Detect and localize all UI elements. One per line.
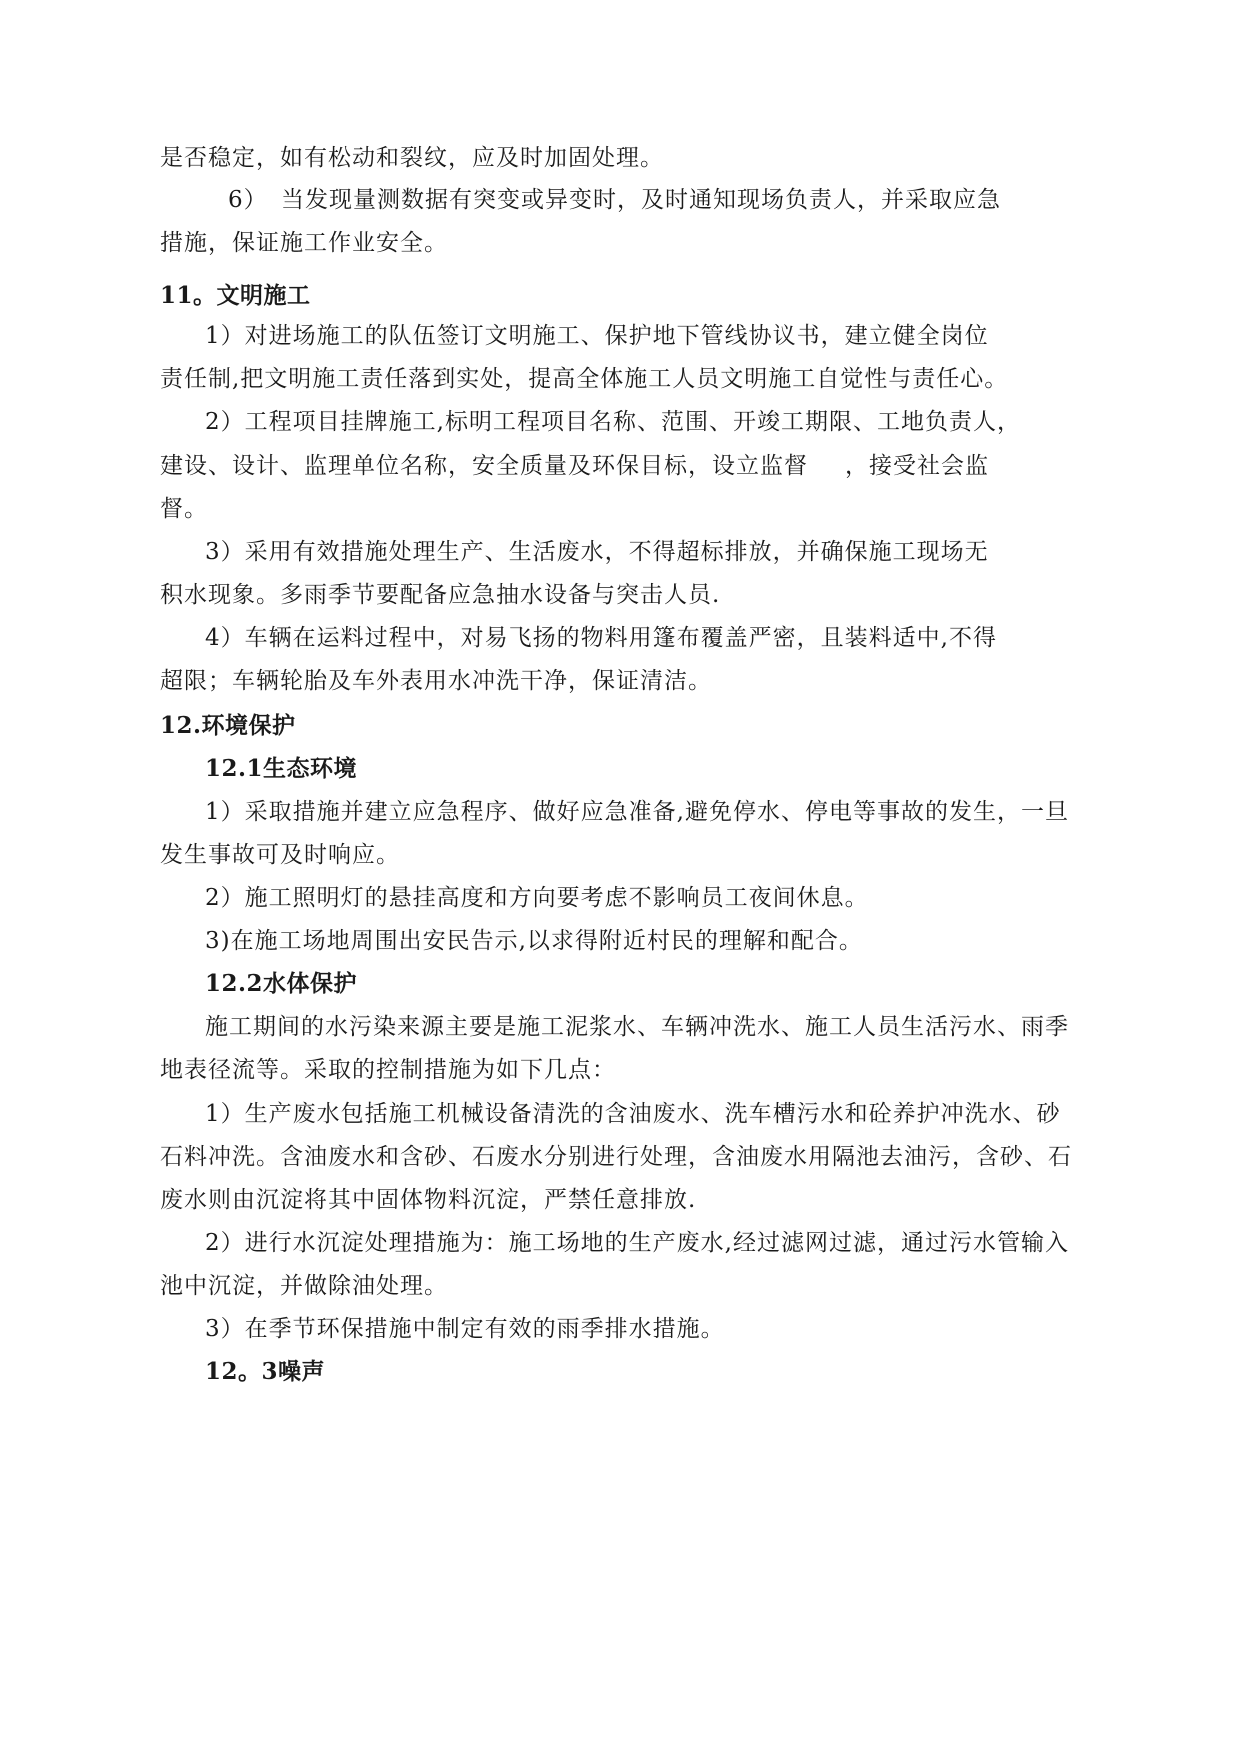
- paragraph-line: 池中沉淀，并做除油处理。: [160, 1273, 448, 1299]
- paragraph-line: 发生事故可及时响应。: [160, 842, 400, 868]
- subsection-heading: 12.2水体保护: [205, 970, 358, 997]
- paragraph-line: 1）对进场施工的队伍签订文明施工、保护地下管线协议书，建立健全岗位: [205, 323, 989, 349]
- section-heading: 12.环境保护: [160, 712, 296, 739]
- paragraph-line: 是否稳定，如有松动和裂纹，应及时加固处理。: [160, 145, 664, 171]
- paragraph-line: 3)在施工场地周围出安民告示,以求得附近村民的理解和配合。: [205, 928, 863, 954]
- paragraph-line: 超限；车辆轮胎及车外表用水冲洗干净，保证清洁。: [160, 668, 712, 694]
- paragraph-line: 4）车辆在运料过程中，对易飞扬的物料用篷布覆盖严密，且装料适中,不得: [205, 625, 997, 651]
- section-heading: 11。文明施工: [160, 282, 311, 309]
- subsection-heading: 12.1生态环境: [205, 755, 358, 782]
- paragraph-line: 施工期间的水污染来源主要是施工泥浆水、车辆冲洗水、施工人员生活污水、雨季: [205, 1014, 1069, 1040]
- paragraph-line: 3）在季节环保措施中制定有效的雨季排水措施。: [205, 1316, 725, 1342]
- paragraph-line: 废水则由沉淀将其中固体物料沉淀，严禁任意排放.: [160, 1187, 697, 1213]
- paragraph-line: 地表径流等。采取的控制措施为如下几点：: [160, 1057, 616, 1083]
- paragraph-line: 当发现量测数据有突变或异变时，及时通知现场负责人，并采取应急: [281, 187, 1001, 213]
- paragraph-line: 2）工程项目挂牌施工,标明工程项目名称、范围、开竣工期限、工地负责人，: [205, 409, 1021, 435]
- paragraph-line: 2）进行水沉淀处理措施为：施工场地的生产废水,经过滤网过滤，通过污水管输入: [205, 1230, 1069, 1256]
- item-number: 6）: [228, 187, 268, 213]
- paragraph-line: 督。: [160, 496, 208, 522]
- paragraph-line: 2）施工照明灯的悬挂高度和方向要考虑不影响员工夜间休息。: [205, 885, 869, 911]
- subsection-heading: 12。3噪声: [205, 1358, 326, 1385]
- paragraph-line: 建设、设计、监理单位名称，安全质量及环保目标，设立监督: [160, 453, 808, 479]
- paragraph-line: 责任制,把文明施工责任落到实处，提高全体施工人员文明施工自觉性与责任心。: [160, 366, 1009, 392]
- paragraph-line: 措施，保证施工作业安全。: [160, 230, 448, 256]
- paragraph-line: 积水现象。多雨季节要配备应急抽水设备与突击人员.: [160, 582, 721, 608]
- paragraph-line: ，接受社会监: [845, 453, 989, 479]
- paragraph-line: 1）生产废水包括施工机械设备清洗的含油废水、洗车槽污水和砼养护冲洗水、砂: [205, 1101, 1061, 1127]
- paragraph-line: 3）采用有效措施处理生产、生活废水，不得超标排放，并确保施工现场无: [205, 539, 989, 565]
- paragraph-line: 1）采取措施并建立应急程序、做好应急准备,避免停水、停电等事故的发生，一旦: [205, 799, 1069, 825]
- paragraph-line: 石料冲洗。含油废水和含砂、石废水分别进行处理，含油废水用隔池去油污，含砂、石: [160, 1144, 1072, 1170]
